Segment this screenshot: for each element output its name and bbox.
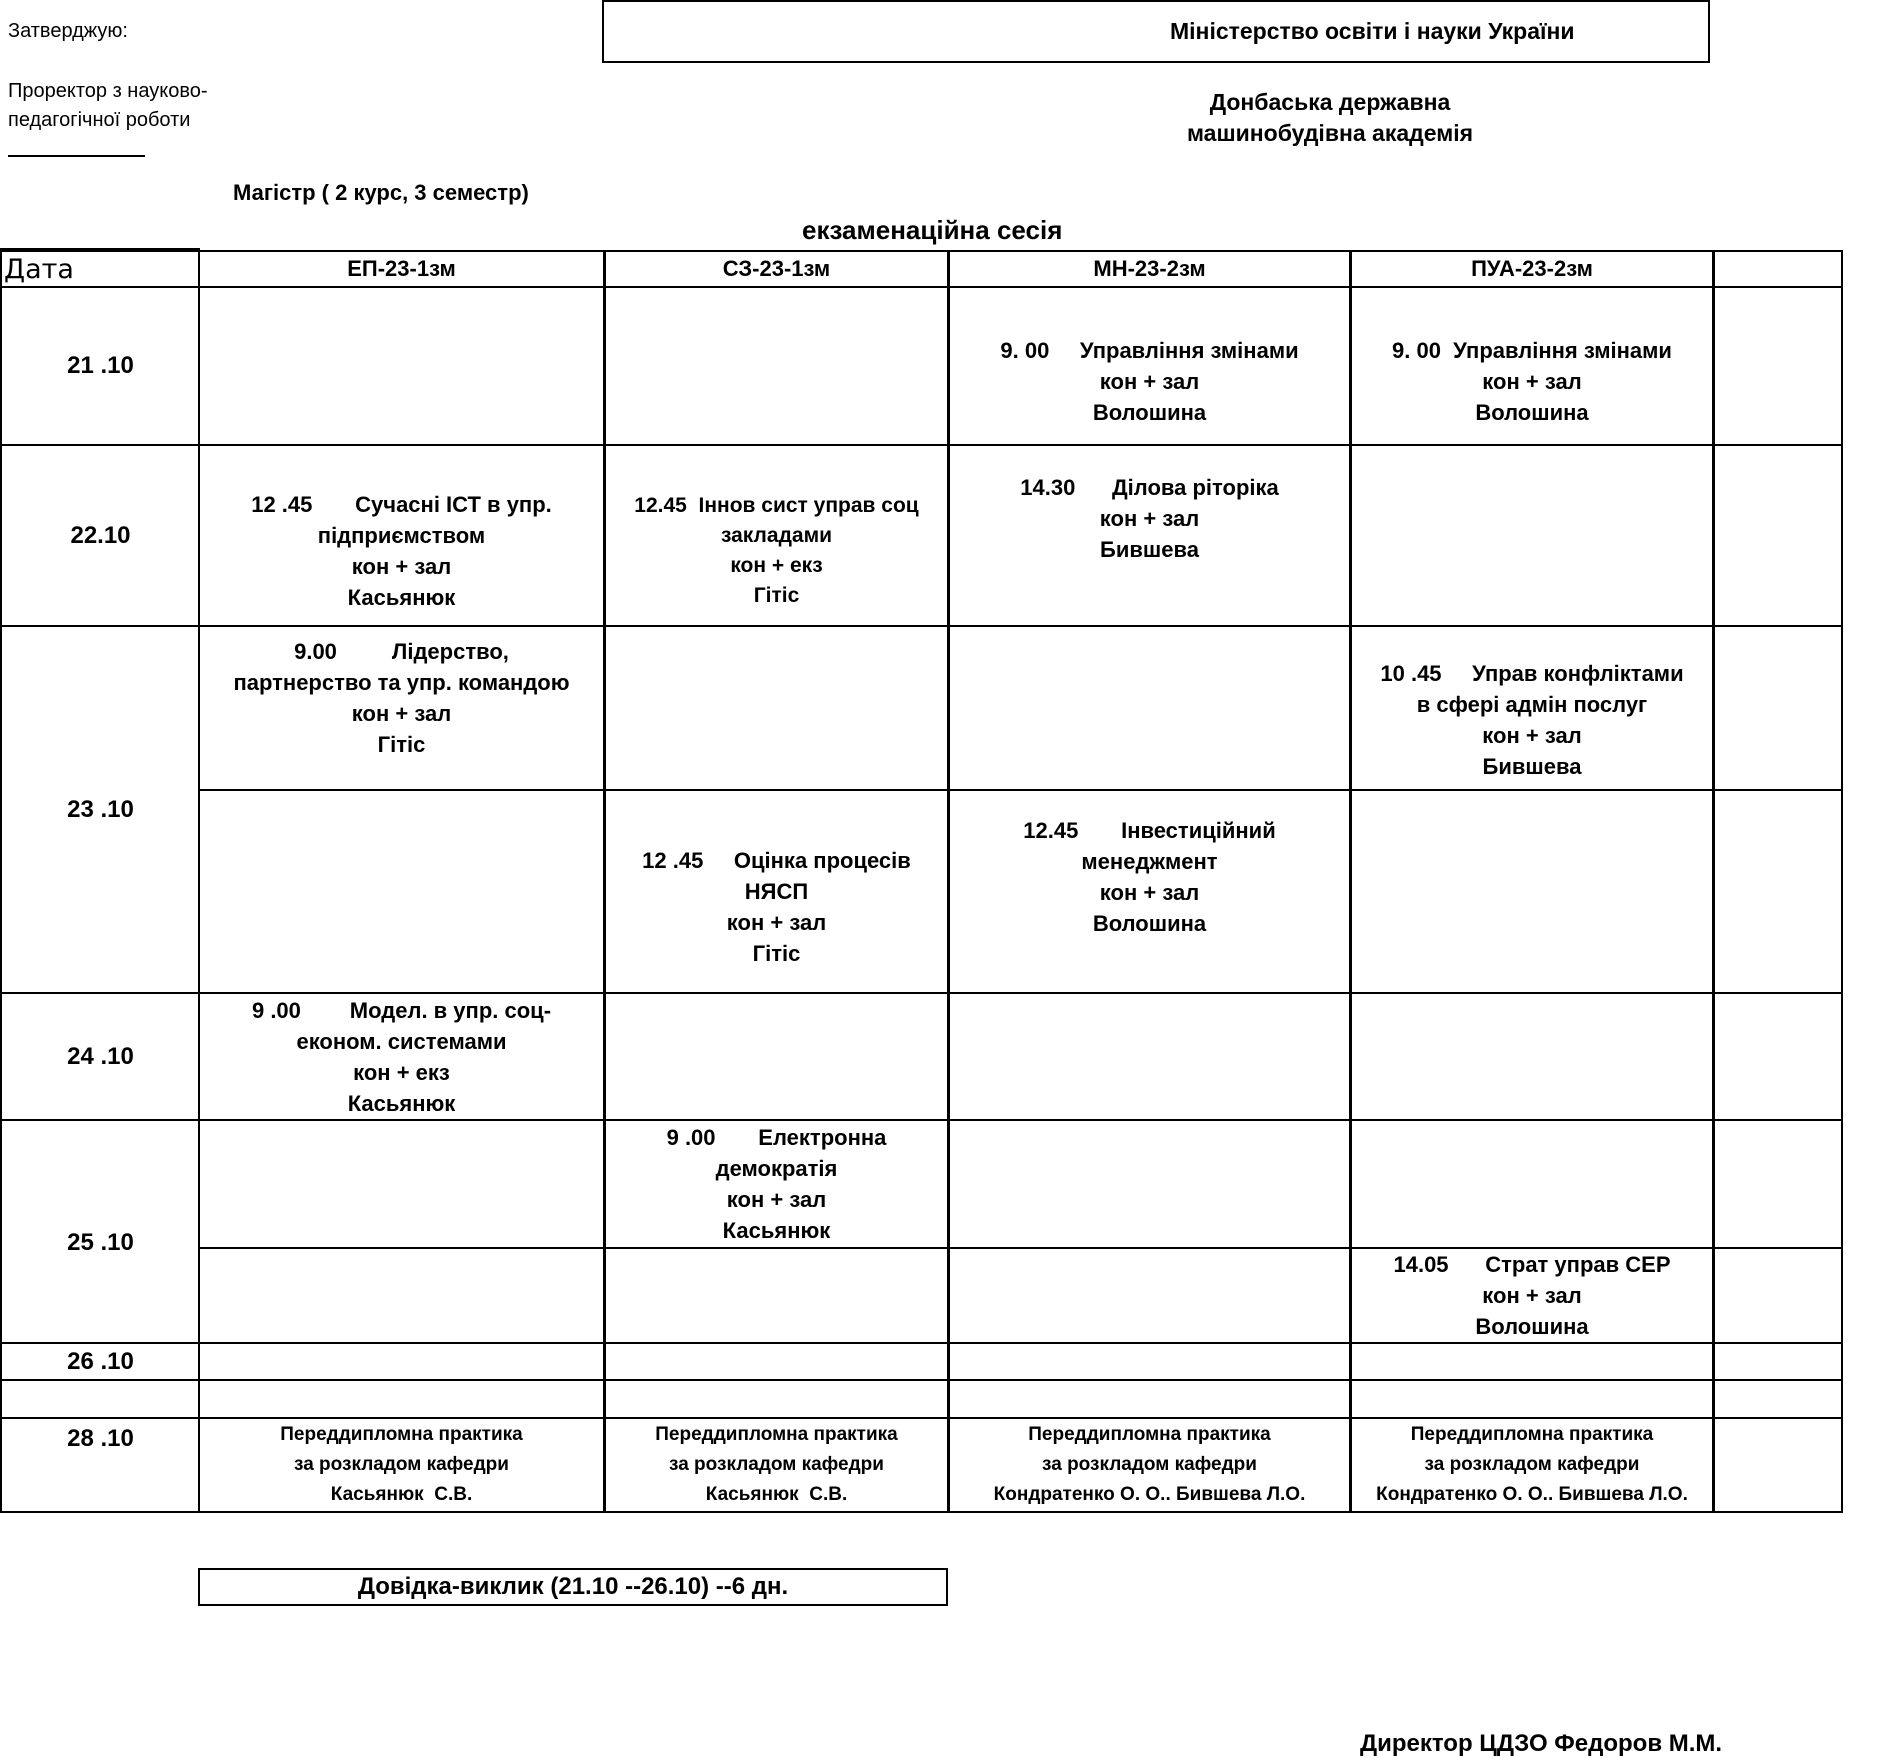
- date-cell: 24 .10: [67, 1042, 134, 1070]
- exam-cell: [1352, 1249, 1712, 1342]
- exam-cell: [950, 791, 1349, 992]
- degree-label: Магістр ( 2 курс, 3 семестр): [233, 180, 529, 205]
- exam-cell: [606, 446, 947, 625]
- date-cell: 21 .10: [67, 352, 134, 379]
- exam-cell: [200, 627, 603, 789]
- practice-text: Переддипломна практика за розкладом кафедри Касьянюк С.В.: [655, 1424, 898, 1505]
- exam-text: 9 .00 Електронна демократія кон + зал Касьянюк: [666, 1125, 887, 1243]
- exam-cell: [950, 288, 1349, 444]
- practice-cell: [200, 1418, 603, 1512]
- exam-text: 12.45 Іннов сист управ соц закладами кон + екз Гітіс: [634, 493, 919, 607]
- session-title: екзаменаційна сесія: [802, 215, 1063, 245]
- signature-line: [8, 155, 145, 157]
- grid-line: [1712, 250, 1715, 1513]
- grid-line: [0, 1342, 1843, 1344]
- director-signature-label: Директор ЦДЗО Федоров М.М.: [1360, 1730, 1723, 1757]
- exam-cell: [1352, 627, 1712, 789]
- exam-text: 9.00 Лідерство, партнерство та упр. командою кон + зал Гітіс: [233, 639, 570, 757]
- date-column-header: Дата: [4, 254, 74, 285]
- practice-text: Переддипломна практика за розкладом кафедри Касьянюк С.В.: [280, 1424, 523, 1505]
- summons-note: Довідка-виклик (21.10 --26.10) --6 дн.: [198, 1568, 948, 1606]
- practice-cell: [950, 1418, 1349, 1512]
- exam-cell: [606, 1121, 947, 1247]
- exam-text: 9. 00 Управління змінами кон + зал Волошина: [1392, 337, 1672, 425]
- exam-cell: [200, 994, 603, 1119]
- date-cell: 22.10: [70, 521, 131, 549]
- academy-line-1: Донбаська державна: [1209, 89, 1451, 115]
- exam-text: 12.45 Інвестиційний менеджмент кон + зал Волошина: [1023, 817, 1276, 936]
- practice-text: Переддипломна практика за розкладом кафедри Кондратенко О. О.. Бившева Л.О.: [993, 1424, 1306, 1505]
- exam-text: 14.30 Ділова ріторіка кон + зал Бившева: [1020, 474, 1279, 562]
- exam-text: 12 .45 Сучасні ІСТ в упр. підприємством кон + зал Касьянюк: [251, 491, 552, 610]
- group-header-ep: ЕП-23-1зм: [347, 256, 456, 281]
- group-header-pua: ПУА-23-2зм: [1471, 256, 1593, 281]
- exam-cell: [950, 446, 1349, 625]
- academy-line-2: машинобудівна академія: [1186, 120, 1474, 146]
- ministry-title: Міністерство освіти і науки України: [1170, 18, 1575, 44]
- exam-text: 9 .00 Модел. в упр. соц- економ. системами кон + екз Касьянюк: [251, 997, 552, 1116]
- prorector-label: Проректор з науково-педагогічної роботи: [8, 80, 208, 131]
- practice-cell: [606, 1418, 947, 1512]
- practice-cell: [1352, 1418, 1712, 1512]
- academy-title: [1120, 87, 1540, 149]
- grid-line: [1841, 250, 1843, 1513]
- grid-line: [0, 1379, 1843, 1381]
- exam-cell: [606, 791, 947, 992]
- exam-text: 14.05 Страт управ СЕР кон + зал Волошина: [1393, 1252, 1671, 1339]
- date-cell: 23 .10: [67, 795, 134, 823]
- date-cell: 28 .10: [67, 1425, 134, 1452]
- group-header-mn: МН-23-2зм: [1093, 256, 1206, 281]
- approve-label: Затверджую:: [8, 20, 128, 42]
- exam-text: 10 .45 Управ конфліктами в сфері адмін послуг кон + зал Бившева: [1380, 661, 1684, 779]
- exam-cell: [1352, 288, 1712, 444]
- date-cell: 26 .10: [67, 1347, 134, 1375]
- exam-text: 12 .45 Оцінка процесів НЯСП кон + зал Гітіс: [642, 847, 911, 966]
- exam-cell: [200, 446, 603, 625]
- exam-text: 9. 00 Управління змінами кон + зал Волошина: [1000, 337, 1299, 425]
- group-header-sz: СЗ-23-1зм: [722, 256, 831, 281]
- practice-text: Переддипломна практика за розкладом кафедри Кондратенко О. О.. Бившева Л.О.: [1376, 1424, 1688, 1505]
- date-cell: 25 .10: [67, 1228, 134, 1256]
